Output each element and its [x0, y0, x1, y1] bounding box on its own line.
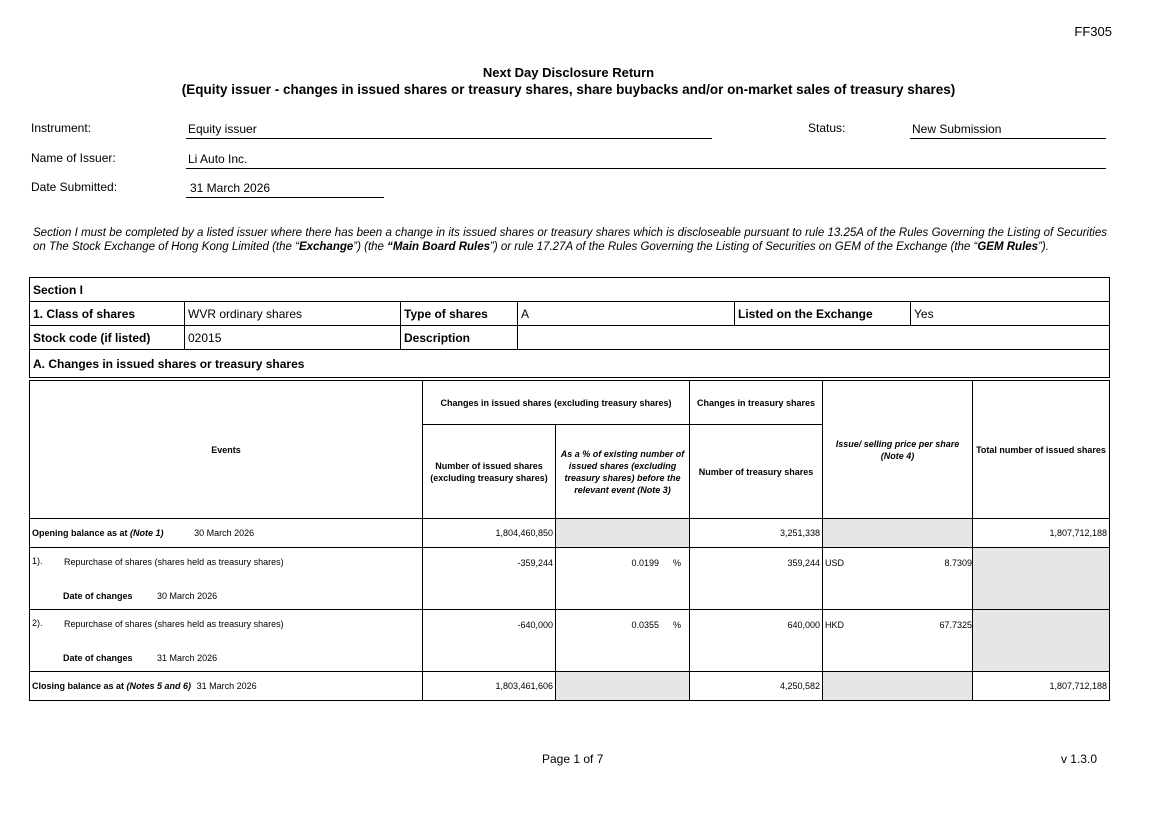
event-1-cell	[30, 548, 423, 610]
date-submitted-label: Date Submitted:	[31, 180, 118, 194]
closing-balance-row	[30, 672, 1110, 701]
changes-table	[29, 380, 1110, 701]
status-label: Status:	[808, 121, 846, 135]
intro-gem-rules: GEM Rules	[977, 241, 1039, 253]
stock-code-value: 02015	[185, 326, 401, 350]
event-2-price-cell	[823, 610, 973, 672]
event-1-date: 30 March 2026	[157, 591, 218, 601]
event-1-date-label: Date of changes	[63, 591, 133, 601]
percent-header: As a % of existing number of issued shares (excluding treasury shares) before the relevant event (Note 3)	[556, 425, 690, 519]
shaded-cell	[823, 519, 973, 548]
shaded-cell	[556, 672, 690, 701]
event-1-price: 8.7309	[944, 558, 972, 568]
closing-label-cell: Closing balance as at (Notes 5 and 6) 31 March 2026	[30, 672, 423, 701]
event-2-date: 31 March 2026	[157, 653, 218, 663]
event-row	[30, 610, 1110, 672]
description-value	[518, 326, 1110, 350]
type-label: Type of shares	[401, 302, 518, 326]
section-intro: Section I must be completed by a listed issuer where there has been a change in its issued shares or treasury shares which is discloseable pursuant to rule 13.25A of the Rules Governing the Listing of Securities on The Stock Exchange of Hong Kong Limited (the “Exchange”) (the “Main Board Rules”) or rule 17.27A of the Rules Governing the Listing of Securities on GEM of the Exchange (the “GEM Rules”).	[33, 227, 1107, 253]
listed-value: Yes	[911, 302, 1110, 326]
page-number: Page 1 of 7	[542, 752, 604, 766]
form-code: FF305	[1074, 24, 1112, 39]
version-label: v 1.3.0	[1060, 752, 1097, 766]
date-submitted-field	[186, 179, 384, 198]
closing-total: 1,807,712,188	[973, 672, 1110, 701]
opening-treasury: 3,251,338	[690, 519, 823, 548]
listed-label: Listed on the Exchange	[735, 302, 911, 326]
event-2-pct-cell: 0.0355 %	[556, 610, 690, 672]
closing-issued: 1,803,461,606	[423, 672, 556, 701]
class-value: WVR ordinary shares	[185, 302, 401, 326]
description-label: Description	[401, 326, 518, 350]
instrument-value: Equity issuer	[188, 122, 257, 136]
date-submitted-value: 31 March 2026	[190, 181, 271, 195]
issuer-label: Name of Issuer:	[31, 151, 116, 165]
shaded-cell	[823, 672, 973, 701]
type-value: A	[518, 302, 735, 326]
event-2-issued: -640,000	[423, 610, 556, 672]
event-1-price-cell	[823, 548, 973, 610]
shaded-cell	[973, 610, 1110, 672]
shaded-cell	[973, 548, 1110, 610]
total-header: Total number of issued shares	[973, 381, 1110, 519]
issuer-value: Li Auto Inc.	[188, 152, 248, 166]
event-2-currency: HKD	[825, 620, 845, 630]
event-1-desc: Repurchase of shares (shares held as treasury shares)	[64, 557, 284, 567]
intro-exchange: Exchange	[298, 241, 354, 253]
events-header: Events	[30, 381, 423, 519]
event-2-price: 67.7325	[939, 620, 972, 630]
shaded-cell	[556, 519, 690, 548]
instrument-label: Instrument:	[31, 121, 92, 135]
event-1-index: 1).	[32, 556, 43, 566]
opening-label-cell: Opening balance as at (Note 1) 30 March 2026	[30, 519, 423, 548]
event-2-cell	[30, 610, 423, 672]
opening-total: 1,807,712,188	[973, 519, 1110, 548]
treasury-group-header: Changes in treasury shares	[690, 381, 823, 425]
event-2-index: 2).	[32, 618, 43, 628]
event-1-issued: -359,244	[423, 548, 556, 610]
class-label: 1. Class of shares	[30, 302, 185, 326]
form-subtitle: (Equity issuer - changes in issued shares or treasury shares, share buybacks and/or on-market sales of treasury shares)	[181, 82, 956, 97]
price-header: Issue/ selling price per share (Note 4)	[823, 381, 973, 519]
opening-date: 30 March 2026	[194, 528, 255, 538]
status-value: New Submission	[912, 122, 1002, 136]
opening-balance-row	[30, 519, 1110, 548]
stock-code-label: Stock code (if listed)	[30, 326, 185, 350]
issued-number-header: Number of issued shares (excluding treasury shares)	[423, 425, 556, 519]
treasury-number-header: Number of treasury shares	[690, 425, 823, 519]
event-2-date-label: Date of changes	[63, 653, 133, 663]
event-row	[30, 548, 1110, 610]
intro-main-board-rules: “Main Board Rules	[387, 241, 491, 253]
event-1-currency: USD	[825, 558, 845, 568]
event-2-desc: Repurchase of shares (shares held as treasury shares)	[64, 619, 284, 629]
opening-issued: 1,804,460,850	[423, 519, 556, 548]
event-1-treasury: 359,244	[690, 548, 823, 610]
section-info-table	[29, 277, 1110, 378]
closing-date: 31 March 2026	[196, 681, 257, 691]
status-field	[910, 120, 1106, 139]
issuer-field	[186, 150, 1106, 169]
event-2-treasury: 640,000	[690, 610, 823, 672]
section-title: Section I	[30, 278, 1110, 302]
issued-group-header: Changes in issued shares (excluding treasury shares)	[423, 381, 690, 425]
changes-title: A. Changes in issued shares or treasury shares	[30, 350, 1110, 378]
closing-treasury: 4,250,582	[690, 672, 823, 701]
instrument-field	[186, 120, 712, 139]
form-title: Next Day Disclosure Return	[482, 65, 655, 80]
event-1-pct-cell: 0.0199 %	[556, 548, 690, 610]
